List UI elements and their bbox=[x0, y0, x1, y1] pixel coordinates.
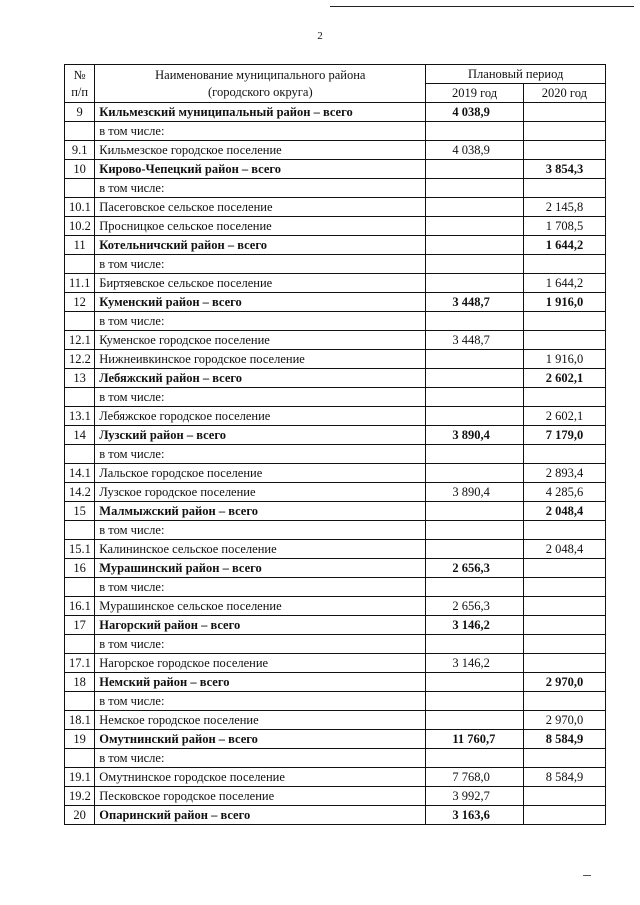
row-name: Нагорский район – всего bbox=[95, 616, 426, 635]
header-name-line2: (городского округа) bbox=[207, 84, 313, 99]
row-value-2019 bbox=[426, 350, 523, 369]
row-value-2019: 3 146,2 bbox=[426, 616, 523, 635]
table-row bbox=[65, 559, 606, 578]
budget-table bbox=[64, 64, 606, 825]
row-number: 14.2 bbox=[65, 483, 95, 502]
table-header-row bbox=[65, 65, 606, 84]
table-row bbox=[65, 122, 606, 141]
row-value-2019: 3 992,7 bbox=[426, 787, 523, 806]
table-row bbox=[65, 483, 606, 502]
row-number: 15.1 bbox=[65, 540, 95, 559]
row-name: Куменское городское поселение bbox=[95, 331, 426, 350]
table-row bbox=[65, 445, 606, 464]
row-number bbox=[65, 578, 95, 597]
table-row bbox=[65, 426, 606, 445]
table-row bbox=[65, 673, 606, 692]
row-name: в том числе: bbox=[95, 312, 426, 331]
row-value-2020 bbox=[523, 616, 605, 635]
row-name: в том числе: bbox=[95, 255, 426, 274]
row-value-2020 bbox=[523, 806, 605, 825]
table-row bbox=[65, 103, 606, 122]
row-number: 19.2 bbox=[65, 787, 95, 806]
row-name: Лебяжский район – всего bbox=[95, 369, 426, 388]
row-value-2020: 2 048,4 bbox=[523, 540, 605, 559]
header-num bbox=[65, 65, 95, 103]
row-name: в том числе: bbox=[95, 445, 426, 464]
row-value-2020 bbox=[523, 141, 605, 160]
row-value-2019 bbox=[426, 255, 523, 274]
row-name: Нижнеивкинское городское поселение bbox=[95, 350, 426, 369]
row-value-2020 bbox=[523, 388, 605, 407]
row-value-2020 bbox=[523, 787, 605, 806]
row-name: Биртяевское сельское поселение bbox=[95, 274, 426, 293]
table-row bbox=[65, 255, 606, 274]
row-value-2019 bbox=[426, 122, 523, 141]
header-num-line2: п/п bbox=[71, 84, 89, 99]
row-value-2020: 8 584,9 bbox=[523, 768, 605, 787]
table-row bbox=[65, 160, 606, 179]
table-row bbox=[65, 578, 606, 597]
row-value-2020: 2 602,1 bbox=[523, 407, 605, 426]
row-number: 10 bbox=[65, 160, 95, 179]
row-value-2019: 11 760,7 bbox=[426, 730, 523, 749]
row-number bbox=[65, 521, 95, 540]
row-name: Кильмезское городское поселение bbox=[95, 141, 426, 160]
table-row bbox=[65, 350, 606, 369]
table-row bbox=[65, 616, 606, 635]
header-name-line1: Наименование муниципального района bbox=[155, 67, 366, 82]
row-number bbox=[65, 635, 95, 654]
header-year-2020: 2020 год bbox=[523, 84, 605, 103]
table-row bbox=[65, 806, 606, 825]
row-value-2020 bbox=[523, 122, 605, 141]
row-value-2020: 1 644,2 bbox=[523, 236, 605, 255]
row-name: в том числе: bbox=[95, 122, 426, 141]
row-name: Калининское сельское поселение bbox=[95, 540, 426, 559]
table-row bbox=[65, 692, 606, 711]
row-name: Лузский район – всего bbox=[95, 426, 426, 445]
row-number: 19 bbox=[65, 730, 95, 749]
row-value-2020: 2 602,1 bbox=[523, 369, 605, 388]
row-value-2020: 3 854,3 bbox=[523, 160, 605, 179]
row-name: Кильмезский муниципальный район – всего bbox=[95, 103, 426, 122]
row-value-2020 bbox=[523, 312, 605, 331]
row-value-2019: 2 656,3 bbox=[426, 559, 523, 578]
row-number: 13 bbox=[65, 369, 95, 388]
row-number: 14.1 bbox=[65, 464, 95, 483]
row-number bbox=[65, 749, 95, 768]
row-name: в том числе: bbox=[95, 692, 426, 711]
row-name: в том числе: bbox=[95, 749, 426, 768]
row-value-2020: 1 916,0 bbox=[523, 293, 605, 312]
row-name: Пасеговское сельское поселение bbox=[95, 198, 426, 217]
table-row bbox=[65, 312, 606, 331]
row-number bbox=[65, 445, 95, 464]
row-value-2019: 3 146,2 bbox=[426, 654, 523, 673]
row-number: 20 bbox=[65, 806, 95, 825]
row-number: 12 bbox=[65, 293, 95, 312]
table-row bbox=[65, 464, 606, 483]
row-name: Лальское городское поселение bbox=[95, 464, 426, 483]
row-name: Котельничский район – всего bbox=[95, 236, 426, 255]
row-value-2019 bbox=[426, 749, 523, 768]
top-rule bbox=[330, 6, 634, 7]
table-row bbox=[65, 236, 606, 255]
row-number bbox=[65, 312, 95, 331]
row-value-2020: 7 179,0 bbox=[523, 426, 605, 445]
row-value-2019: 7 768,0 bbox=[426, 768, 523, 787]
row-name: Мурашинский район – всего bbox=[95, 559, 426, 578]
table-body bbox=[65, 103, 606, 825]
row-number: 12.2 bbox=[65, 350, 95, 369]
row-value-2019 bbox=[426, 673, 523, 692]
row-value-2020: 8 584,9 bbox=[523, 730, 605, 749]
row-number: 10.1 bbox=[65, 198, 95, 217]
row-value-2019 bbox=[426, 236, 523, 255]
row-value-2019 bbox=[426, 445, 523, 464]
row-value-2020 bbox=[523, 749, 605, 768]
row-value-2020 bbox=[523, 521, 605, 540]
table-row bbox=[65, 407, 606, 426]
table-row bbox=[65, 179, 606, 198]
row-name: Песковское городское поселение bbox=[95, 787, 426, 806]
row-name: Немский район – всего bbox=[95, 673, 426, 692]
row-number: 13.1 bbox=[65, 407, 95, 426]
row-value-2019 bbox=[426, 179, 523, 198]
row-number: 10.2 bbox=[65, 217, 95, 236]
header-num-line1: № bbox=[73, 67, 86, 82]
row-value-2019 bbox=[426, 692, 523, 711]
header-name bbox=[95, 65, 426, 103]
table-row bbox=[65, 787, 606, 806]
row-value-2020: 2 970,0 bbox=[523, 673, 605, 692]
table-row bbox=[65, 293, 606, 312]
row-number: 15 bbox=[65, 502, 95, 521]
row-value-2020: 1 644,2 bbox=[523, 274, 605, 293]
row-name: Просницкое сельское поселение bbox=[95, 217, 426, 236]
row-number: 17.1 bbox=[65, 654, 95, 673]
page-number: 2 bbox=[317, 30, 323, 42]
row-value-2019: 2 656,3 bbox=[426, 597, 523, 616]
header-period: Плановый период bbox=[426, 65, 606, 84]
row-name: Кирово-Чепецкий район – всего bbox=[95, 160, 426, 179]
table-row bbox=[65, 502, 606, 521]
row-value-2020: 2 048,4 bbox=[523, 502, 605, 521]
header-year-2019: 2019 год bbox=[426, 84, 523, 103]
row-name: в том числе: bbox=[95, 635, 426, 654]
row-value-2019 bbox=[426, 388, 523, 407]
row-number bbox=[65, 122, 95, 141]
row-value-2020 bbox=[523, 654, 605, 673]
table-row bbox=[65, 521, 606, 540]
row-number: 11 bbox=[65, 236, 95, 255]
table-row bbox=[65, 388, 606, 407]
row-value-2020 bbox=[523, 559, 605, 578]
table-row bbox=[65, 597, 606, 616]
row-number: 11.1 bbox=[65, 274, 95, 293]
row-value-2020 bbox=[523, 578, 605, 597]
row-value-2020: 2 893,4 bbox=[523, 464, 605, 483]
row-name: Омутнинский район – всего bbox=[95, 730, 426, 749]
row-number: 18 bbox=[65, 673, 95, 692]
page-mark bbox=[583, 875, 591, 876]
row-number: 16 bbox=[65, 559, 95, 578]
row-name: Лебяжское городское поселение bbox=[95, 407, 426, 426]
row-value-2019: 3 448,7 bbox=[426, 331, 523, 350]
table-row bbox=[65, 749, 606, 768]
row-value-2019 bbox=[426, 198, 523, 217]
table-row bbox=[65, 711, 606, 730]
row-value-2019: 3 890,4 bbox=[426, 426, 523, 445]
row-number bbox=[65, 255, 95, 274]
table-row bbox=[65, 635, 606, 654]
row-value-2020: 1 916,0 bbox=[523, 350, 605, 369]
table-row bbox=[65, 540, 606, 559]
row-value-2020 bbox=[523, 331, 605, 350]
row-number bbox=[65, 388, 95, 407]
row-value-2020: 1 708,5 bbox=[523, 217, 605, 236]
table-row bbox=[65, 274, 606, 293]
row-value-2020 bbox=[523, 692, 605, 711]
table-row bbox=[65, 369, 606, 388]
row-value-2019: 3 163,6 bbox=[426, 806, 523, 825]
row-value-2020 bbox=[523, 445, 605, 464]
row-name: в том числе: bbox=[95, 578, 426, 597]
row-number: 9 bbox=[65, 103, 95, 122]
row-value-2020 bbox=[523, 255, 605, 274]
row-value-2019: 3 890,4 bbox=[426, 483, 523, 502]
row-value-2019 bbox=[426, 521, 523, 540]
row-value-2019: 4 038,9 bbox=[426, 103, 523, 122]
table-row bbox=[65, 217, 606, 236]
table-row bbox=[65, 730, 606, 749]
row-name: Мурашинское сельское поселение bbox=[95, 597, 426, 616]
table-row bbox=[65, 198, 606, 217]
row-number: 16.1 bbox=[65, 597, 95, 616]
row-value-2020: 2 145,8 bbox=[523, 198, 605, 217]
row-value-2019 bbox=[426, 578, 523, 597]
row-name: Нагорское городское поселение bbox=[95, 654, 426, 673]
row-number: 18.1 bbox=[65, 711, 95, 730]
row-name: Омутнинское городское поселение bbox=[95, 768, 426, 787]
table-row bbox=[65, 141, 606, 160]
row-name: Лузское городское поселение bbox=[95, 483, 426, 502]
row-value-2019 bbox=[426, 160, 523, 179]
table-row bbox=[65, 331, 606, 350]
row-value-2019 bbox=[426, 369, 523, 388]
row-value-2019: 4 038,9 bbox=[426, 141, 523, 160]
row-value-2020: 2 970,0 bbox=[523, 711, 605, 730]
row-name: Куменский район – всего bbox=[95, 293, 426, 312]
row-number bbox=[65, 692, 95, 711]
row-name: Немское городское поселение bbox=[95, 711, 426, 730]
row-value-2019 bbox=[426, 312, 523, 331]
row-value-2019 bbox=[426, 274, 523, 293]
row-value-2020 bbox=[523, 103, 605, 122]
row-name: в том числе: bbox=[95, 179, 426, 198]
row-value-2019 bbox=[426, 635, 523, 654]
row-number: 14 bbox=[65, 426, 95, 445]
row-number: 9.1 bbox=[65, 141, 95, 160]
table-row bbox=[65, 768, 606, 787]
row-value-2019 bbox=[426, 502, 523, 521]
row-name: Опаринский район – всего bbox=[95, 806, 426, 825]
row-name: в том числе: bbox=[95, 388, 426, 407]
row-value-2019 bbox=[426, 407, 523, 426]
row-name: в том числе: bbox=[95, 521, 426, 540]
row-number bbox=[65, 179, 95, 198]
row-value-2020 bbox=[523, 179, 605, 198]
row-value-2019 bbox=[426, 540, 523, 559]
row-value-2020: 4 285,6 bbox=[523, 483, 605, 502]
row-number: 19.1 bbox=[65, 768, 95, 787]
row-value-2020 bbox=[523, 597, 605, 616]
row-value-2019 bbox=[426, 217, 523, 236]
row-value-2019: 3 448,7 bbox=[426, 293, 523, 312]
row-value-2020 bbox=[523, 635, 605, 654]
row-value-2019 bbox=[426, 464, 523, 483]
row-number: 12.1 bbox=[65, 331, 95, 350]
row-value-2019 bbox=[426, 711, 523, 730]
row-number: 17 bbox=[65, 616, 95, 635]
table-row bbox=[65, 654, 606, 673]
row-name: Малмыжский район – всего bbox=[95, 502, 426, 521]
